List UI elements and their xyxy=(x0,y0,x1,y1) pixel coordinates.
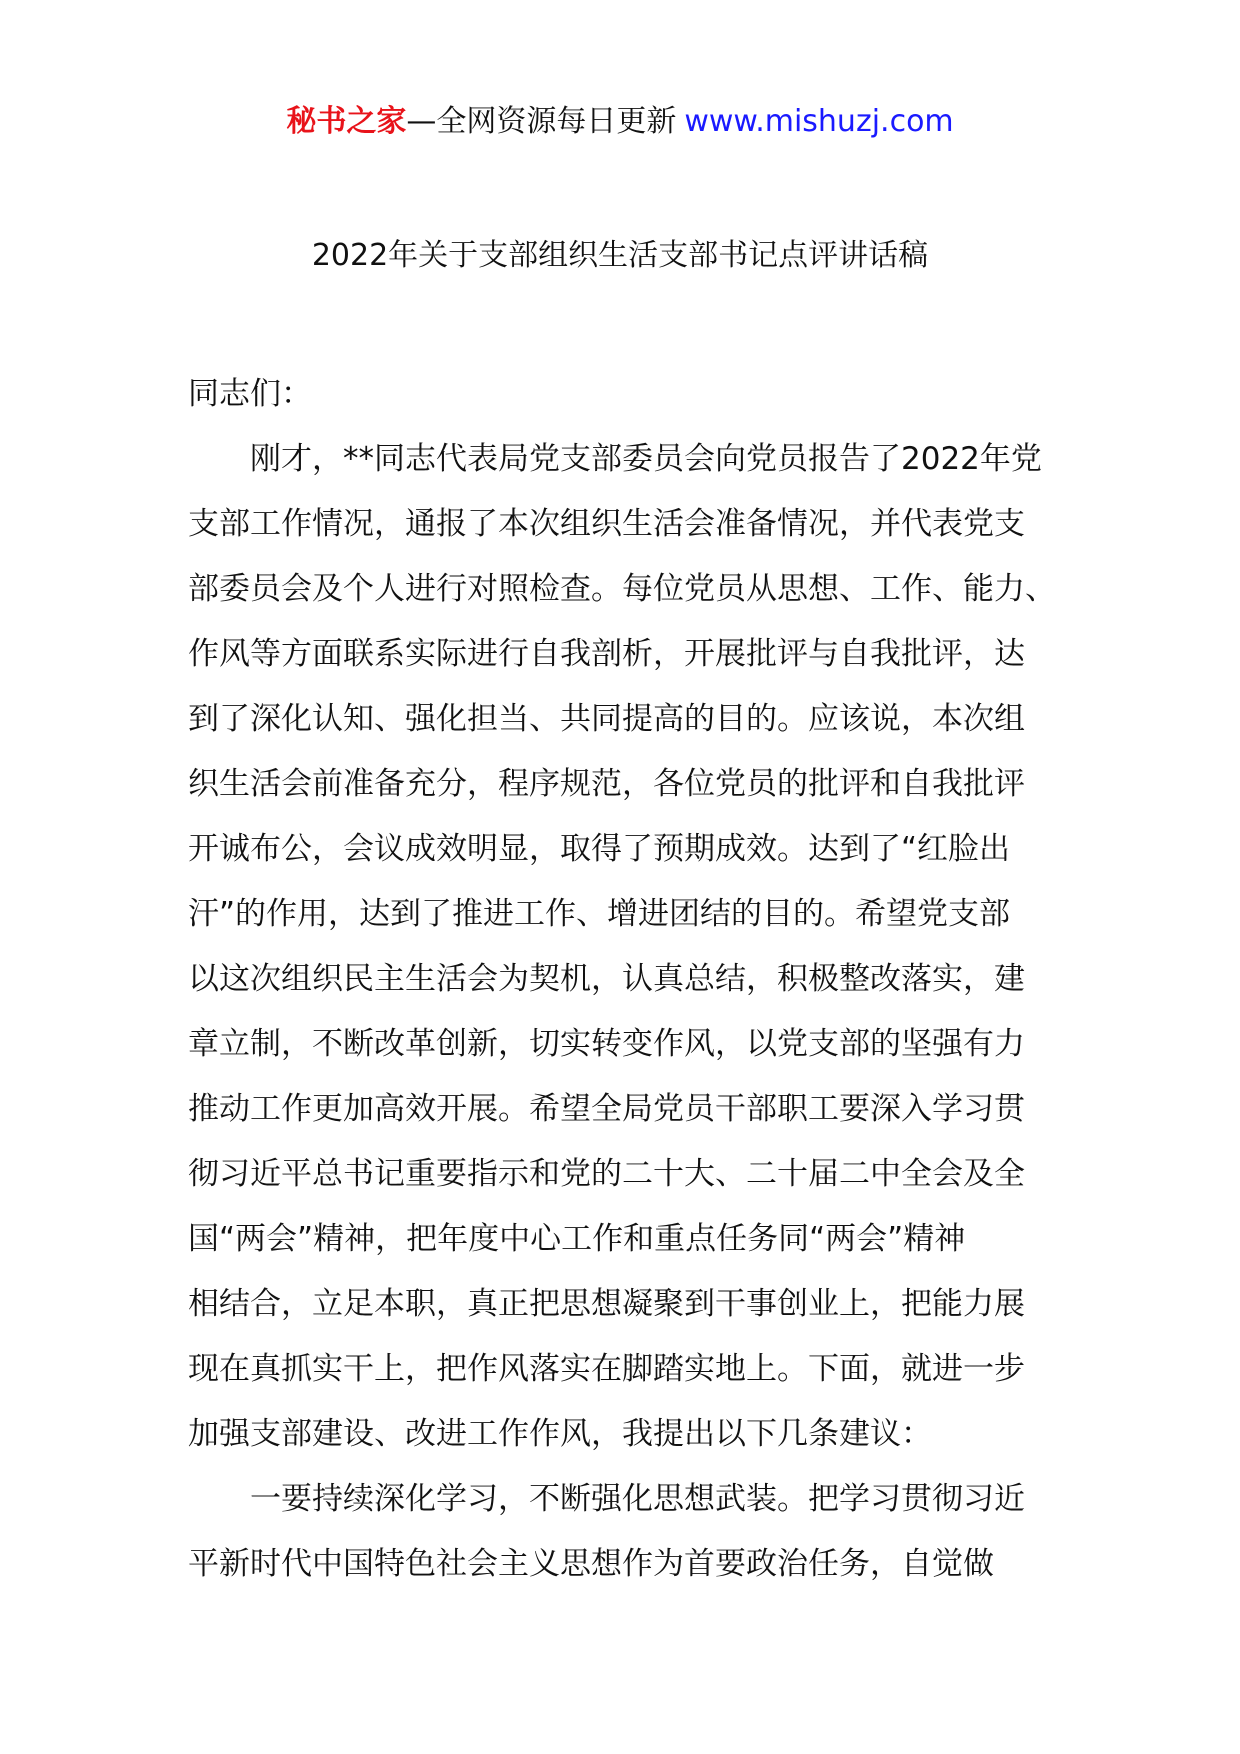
text-line: 一要持续深化学习，不断强化思想武装。把学习贯彻习近 xyxy=(250,1481,1025,1517)
document-body xyxy=(188,362,1084,1597)
paragraph-1 xyxy=(188,427,1084,1467)
site-url-link[interactable]: www.mishuzj.com xyxy=(684,104,954,139)
site-header xyxy=(0,98,1240,146)
text-line: 国“两会”精神，把年度中心工作和重点任务同“两会”精神 xyxy=(188,1221,966,1257)
paragraph-2 xyxy=(188,1467,1084,1597)
brand-name: 秘书之家 xyxy=(286,104,407,139)
text-line: 部委员会及个人进行对照检查。每位党员从思想、工作、能力、 xyxy=(188,571,1056,607)
document-title: 2022年关于支部组织生活支部书记点评讲话稿 xyxy=(311,238,929,273)
text-line: 刚才，**同志代表局党支部委员会向党员报告了2022年党 xyxy=(250,441,1042,477)
text-line: 相结合，立足本职，真正把思想凝聚到干事创业上，把能力展 xyxy=(188,1286,1025,1322)
site-slogan: —全网资源每日更新 xyxy=(406,104,677,139)
text-line: 章立制，不断改革创新，切实转变作风，以党支部的坚强有力 xyxy=(188,1026,1025,1062)
salutation: 同志们： xyxy=(188,376,312,412)
text-line: 以这次组织民主生活会为契机，认真总结，积极整改落实，建 xyxy=(188,961,1025,997)
text-line: 到了深化认知、强化担当、共同提高的目的。应该说，本次组 xyxy=(188,701,1025,737)
text-line: 加强支部建设、改进工作作风，我提出以下几条建议： xyxy=(188,1416,932,1452)
text-line: 织生活会前准备充分，程序规范，各位党员的批评和自我批评 xyxy=(188,766,1025,802)
text-line: 平新时代中国特色社会主义思想作为首要政治任务，自觉做 xyxy=(188,1546,994,1582)
text-line: 现在真抓实干上，把作风落实在脚踏实地上。下面，就进一步 xyxy=(188,1351,1025,1387)
text-line: 支部工作情况，通报了本次组织生活会准备情况，并代表党支 xyxy=(188,506,1025,542)
text-line: 推动工作更加高效开展。希望全局党员干部职工要深入学习贯 xyxy=(188,1091,1025,1127)
text-line: 汗”的作用，达到了推进工作、增进团结的目的。希望党支部 xyxy=(188,896,1011,932)
text-line: 作风等方面联系实际进行自我剖析，开展批评与自我批评，达 xyxy=(188,636,1025,672)
text-line: 彻习近平总书记重要指示和党的二十大、二十届二中全会及全 xyxy=(188,1156,1025,1192)
text-line: 开诚布公，会议成效明显，取得了预期成效。达到了“红脸出 xyxy=(188,831,1011,867)
